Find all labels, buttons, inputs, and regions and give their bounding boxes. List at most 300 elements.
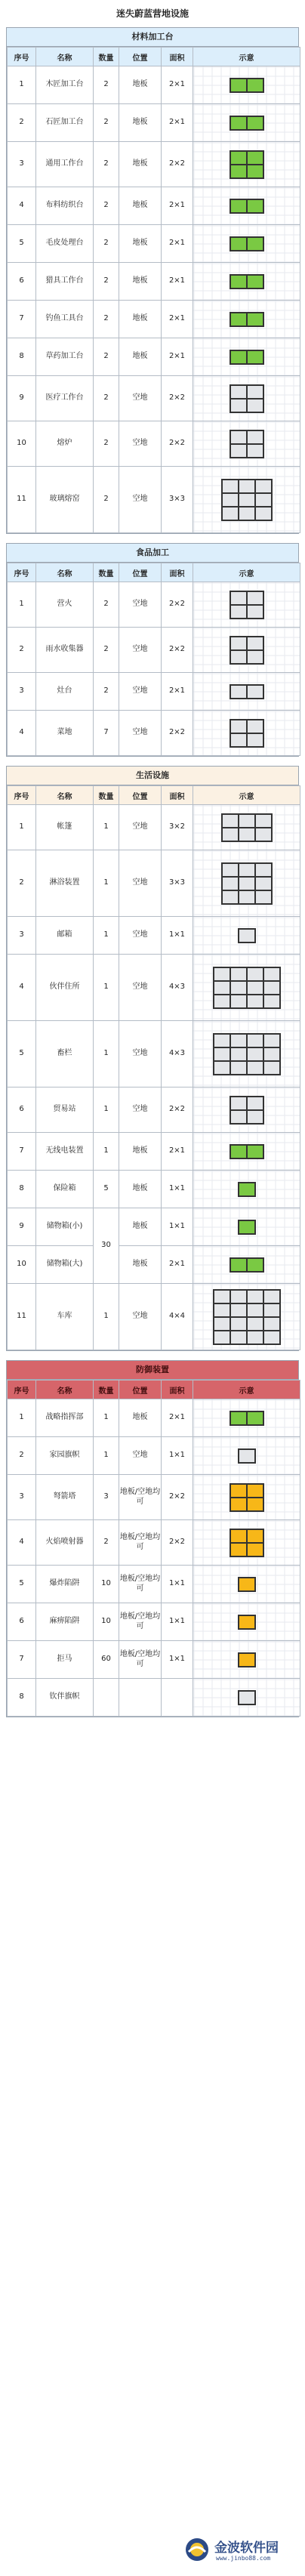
footprint-cell	[239, 1616, 254, 1628]
cell-qty	[94, 1679, 119, 1717]
footprint-diagram	[238, 1220, 256, 1235]
footprint-diagram	[230, 384, 264, 413]
cell-name: 伙伴住所	[36, 955, 94, 1021]
cell-loc: 空地	[119, 467, 162, 533]
table-row	[8, 628, 300, 673]
cell-name: 雨水收集器	[36, 628, 94, 673]
cell-name: 麻痹陷阱	[36, 1603, 94, 1641]
cell-name: 淋浴装置	[36, 850, 94, 917]
cell-area: 2×1	[162, 338, 193, 376]
cell-name: 木匠加工台	[36, 66, 94, 104]
cell-diagram	[193, 1603, 300, 1641]
footprint-cell	[264, 1291, 279, 1303]
cell-no: 2	[8, 850, 36, 917]
table-row	[8, 1437, 300, 1475]
header-row	[8, 48, 300, 66]
footprint-cell	[239, 930, 254, 942]
cell-loc: 地板	[119, 1246, 162, 1284]
cell-name: 玻璃熔窑	[36, 467, 94, 533]
watermark-text: 金波软件园	[214, 2541, 279, 2556]
table-row	[8, 1246, 300, 1284]
cell-loc: 地板	[119, 66, 162, 104]
cell-qty: 10	[94, 1603, 119, 1641]
cell-qty: 1	[94, 955, 119, 1021]
footprint-cell	[248, 351, 263, 363]
cell-qty: 2	[94, 1520, 119, 1566]
cell-area: 2×2	[162, 1087, 193, 1133]
cell-name: 熔炉	[36, 421, 94, 467]
footprint-cell	[231, 351, 246, 363]
cell-no: 3	[8, 917, 36, 955]
table-row	[8, 142, 300, 187]
cell-loc: 地板	[119, 301, 162, 338]
footprint-cell	[214, 1318, 230, 1330]
cell-area: 1×1	[162, 1641, 193, 1679]
footprint-cell	[239, 480, 254, 492]
cell-area: 2×2	[162, 628, 193, 673]
footprint-cell	[231, 313, 246, 325]
footprint-cell	[214, 1304, 230, 1316]
footprint-cell	[248, 1318, 263, 1330]
facility-table	[7, 1380, 300, 1717]
cell-no: 8	[8, 1679, 36, 1717]
cell-area: 1×1	[162, 1437, 193, 1475]
cell-loc: 空地	[119, 1021, 162, 1087]
cell-area: 3×3	[162, 467, 193, 533]
cell-qty: 1	[94, 1437, 119, 1475]
cell-loc	[119, 1679, 162, 1717]
footprint-cell	[223, 891, 238, 903]
cell-no: 3	[8, 1475, 36, 1520]
table-row	[8, 1021, 300, 1087]
footprint-cell	[214, 1291, 230, 1303]
header-row	[8, 1381, 300, 1399]
cell-qty: 1	[94, 1133, 119, 1171]
footprint-cell	[231, 592, 246, 604]
cell-no: 3	[8, 142, 36, 187]
footprint-cell	[264, 1318, 279, 1330]
cell-diagram	[193, 1399, 300, 1437]
footprint-diagram	[230, 312, 264, 327]
cell-no: 11	[8, 1284, 36, 1350]
column-header-loc: 位置	[119, 48, 162, 66]
table-row	[8, 467, 300, 533]
cell-loc: 地板	[119, 1399, 162, 1437]
footprint-cell	[223, 828, 238, 841]
cell-diagram	[193, 1284, 300, 1350]
section-title: 食品加工	[7, 544, 298, 563]
footprint-cell	[239, 1578, 254, 1590]
footprint-diagram	[238, 928, 256, 943]
cell-area: 2×2	[162, 421, 193, 467]
cell-name: 家园旗帜	[36, 1437, 94, 1475]
cell-name: 草药加工台	[36, 338, 94, 376]
footprint-cell	[256, 815, 271, 827]
table-row	[8, 1171, 300, 1208]
column-header-qty: 数量	[94, 563, 119, 582]
footprint-diagram	[238, 1615, 256, 1630]
footprint-cell	[239, 1183, 254, 1195]
cell-area	[162, 1679, 193, 1717]
footprint-cell	[248, 1146, 263, 1158]
table-row	[8, 1087, 300, 1133]
column-header-qty: 数量	[94, 48, 119, 66]
page	[6, 0, 299, 1726]
cell-no: 4	[8, 711, 36, 756]
column-header-ex: 示意	[193, 48, 300, 66]
column-header-ex: 示意	[193, 563, 300, 582]
footprint-cell	[231, 968, 246, 980]
cell-no: 7	[8, 1133, 36, 1171]
cell-name: 钦伴旗帜	[36, 1679, 94, 1717]
cell-diagram	[193, 263, 300, 301]
table-row	[8, 1641, 300, 1679]
cell-diagram	[193, 582, 300, 628]
footprint-diagram	[213, 967, 281, 1009]
cell-no: 5	[8, 225, 36, 263]
cell-area: 2×2	[162, 142, 193, 187]
cell-diagram	[193, 187, 300, 225]
cell-no: 2	[8, 628, 36, 673]
cell-loc: 地板	[119, 142, 162, 187]
footprint-cell	[248, 117, 263, 129]
table-row	[8, 1520, 300, 1566]
footprint-cell	[264, 982, 279, 994]
cell-qty: 2	[94, 225, 119, 263]
footprint-cell	[248, 313, 263, 325]
table-row	[8, 1133, 300, 1171]
footprint-cell	[239, 878, 254, 890]
cell-area: 2×1	[162, 1133, 193, 1171]
column-header-qty: 数量	[94, 786, 119, 805]
table-row	[8, 917, 300, 955]
header-row	[8, 786, 300, 805]
section-1	[6, 543, 299, 757]
cell-loc: 空地	[119, 1437, 162, 1475]
cell-loc: 空地	[119, 628, 162, 673]
sheet-title: 迷失蔚蓝营地设施	[116, 8, 189, 19]
footprint-cell	[239, 891, 254, 903]
footprint-cell	[231, 1412, 246, 1424]
watermark-logo-icon	[184, 2537, 210, 2562]
footprint-cell	[231, 79, 246, 91]
footprint-cell	[214, 1062, 230, 1074]
cell-name: 猎具工作台	[36, 263, 94, 301]
cell-name: 医疗工作台	[36, 376, 94, 421]
cell-no: 2	[8, 104, 36, 142]
section-0	[6, 27, 299, 534]
footprint-cell	[239, 507, 254, 520]
footprint-cell	[231, 200, 246, 212]
cell-no: 5	[8, 1021, 36, 1087]
footprint-cell	[231, 1304, 246, 1316]
footprint-cell	[256, 828, 271, 841]
footprint-diagram	[230, 1257, 264, 1273]
cell-area: 4×3	[162, 955, 193, 1021]
cell-area: 2×2	[162, 1520, 193, 1566]
footprint-cell	[248, 637, 263, 649]
cell-name: 车库	[36, 1284, 94, 1350]
cell-diagram	[193, 805, 300, 850]
footprint-cell	[231, 400, 246, 412]
footprint-cell	[231, 1291, 246, 1303]
column-header-name: 名称	[36, 1381, 94, 1399]
footprint-cell	[231, 1485, 246, 1497]
footprint-cell	[248, 651, 263, 663]
cell-name: 帐篷	[36, 805, 94, 850]
cell-diagram	[193, 1475, 300, 1520]
footprint-cell	[248, 734, 263, 746]
cell-diagram	[193, 673, 300, 711]
cell-diagram	[193, 225, 300, 263]
table-row	[8, 338, 300, 376]
cell-name: 菜地	[36, 711, 94, 756]
footprint-cell	[231, 720, 246, 733]
column-header-no: 序号	[8, 786, 36, 805]
footprint-diagram	[238, 1652, 256, 1667]
footprint-cell	[239, 1654, 254, 1666]
facility-table	[7, 563, 300, 756]
footprint-cell	[248, 431, 263, 443]
footprint-cell	[239, 815, 254, 827]
footprint-cell	[248, 686, 263, 698]
footprint-cell	[248, 200, 263, 212]
footprint-cell	[231, 1498, 246, 1510]
cell-no: 7	[8, 301, 36, 338]
cell-no: 9	[8, 1208, 36, 1246]
footprint-cell	[248, 1412, 263, 1424]
table-row	[8, 1475, 300, 1520]
cell-diagram	[193, 142, 300, 187]
cell-qty: 2	[94, 628, 119, 673]
footprint-cell	[248, 1331, 263, 1344]
cell-diagram	[193, 711, 300, 756]
footprint-cell	[264, 1048, 279, 1060]
footprint-cell	[248, 1304, 263, 1316]
cell-diagram	[193, 421, 300, 467]
cell-no: 1	[8, 805, 36, 850]
cell-loc: 空地	[119, 711, 162, 756]
footprint-cell	[231, 1146, 246, 1158]
cell-diagram	[193, 66, 300, 104]
cell-loc: 地板/空地均可	[119, 1475, 162, 1520]
footprint-cell	[231, 686, 246, 698]
watermark-url: www.jinbo88.com	[216, 2555, 271, 2562]
column-header-area: 面积	[162, 786, 193, 805]
footprint-cell	[231, 651, 246, 663]
table-row	[8, 1679, 300, 1717]
cell-qty: 5	[94, 1171, 119, 1208]
footprint-diagram	[230, 150, 264, 179]
cell-diagram	[193, 1246, 300, 1284]
cell-loc: 地板/空地均可	[119, 1566, 162, 1603]
cell-area: 4×3	[162, 1021, 193, 1087]
cell-loc: 空地	[119, 376, 162, 421]
cell-loc: 地板	[119, 104, 162, 142]
footprint-cell	[256, 507, 271, 520]
cell-diagram	[193, 1208, 300, 1246]
cell-no: 8	[8, 338, 36, 376]
footprint-cell	[231, 1035, 246, 1047]
footprint-cell	[248, 1498, 263, 1510]
cell-diagram	[193, 1566, 300, 1603]
sections-container	[6, 27, 299, 1717]
footprint-cell	[214, 1331, 230, 1344]
footprint-cell	[248, 592, 263, 604]
footprint-cell	[231, 152, 246, 164]
footprint-diagram	[230, 1411, 264, 1426]
cell-area: 2×2	[162, 376, 193, 421]
footprint-cell	[248, 276, 263, 288]
cell-no: 5	[8, 1566, 36, 1603]
cell-qty: 2	[94, 673, 119, 711]
cell-area: 2×2	[162, 711, 193, 756]
footprint-cell	[231, 1331, 246, 1344]
table-row	[8, 301, 300, 338]
cell-loc: 地板	[119, 1171, 162, 1208]
cell-loc: 地板/空地均可	[119, 1603, 162, 1641]
footprint-diagram	[230, 78, 264, 93]
footprint-cell	[248, 1097, 263, 1109]
footprint-cell	[256, 878, 271, 890]
footprint-cell	[231, 995, 246, 1007]
cell-name: 钓鱼工具台	[36, 301, 94, 338]
cell-qty: 3	[94, 1475, 119, 1520]
cell-diagram	[193, 628, 300, 673]
column-header-area: 面积	[162, 1381, 193, 1399]
column-header-no: 序号	[8, 48, 36, 66]
cell-name: 保险箱	[36, 1171, 94, 1208]
column-header-name: 名称	[36, 563, 94, 582]
cell-diagram	[193, 850, 300, 917]
cell-area: 2×1	[162, 104, 193, 142]
footprint-cell	[231, 1259, 246, 1271]
footprint-cell	[214, 995, 230, 1007]
facility-table	[7, 785, 300, 1350]
cell-loc: 空地	[119, 1087, 162, 1133]
cell-diagram	[193, 917, 300, 955]
footprint-diagram	[238, 1577, 256, 1592]
footprint-cell	[248, 1485, 263, 1497]
table-row	[8, 1208, 300, 1246]
section-3	[6, 1360, 299, 1717]
cell-no: 7	[8, 1641, 36, 1679]
cell-name: 无线电装置	[36, 1133, 94, 1171]
footprint-cell	[223, 507, 238, 520]
table-row	[8, 376, 300, 421]
cell-diagram	[193, 1133, 300, 1171]
footprint-cell	[264, 1035, 279, 1047]
cell-diagram	[193, 104, 300, 142]
footprint-diagram	[230, 430, 264, 458]
cell-diagram	[193, 338, 300, 376]
cell-area: 2×1	[162, 66, 193, 104]
footprint-cell	[231, 276, 246, 288]
footprint-diagram	[213, 1033, 281, 1075]
footprint-cell	[231, 1062, 246, 1074]
footprint-cell	[248, 720, 263, 733]
footprint-cell	[231, 165, 246, 177]
footprint-diagram	[230, 1483, 264, 1512]
footprint-diagram	[230, 1096, 264, 1124]
cell-name: 弩箭塔	[36, 1475, 94, 1520]
footprint-cell	[248, 152, 263, 164]
cell-no: 2	[8, 1437, 36, 1475]
table-row	[8, 1603, 300, 1641]
footprint-diagram	[221, 813, 273, 842]
footprint-cell	[239, 1692, 254, 1704]
cell-name: 通用工作台	[36, 142, 94, 187]
cell-area: 2×1	[162, 673, 193, 711]
cell-no: 1	[8, 582, 36, 628]
footprint-cell	[223, 864, 238, 876]
cell-name: 邮箱	[36, 917, 94, 955]
footprint-diagram	[230, 236, 264, 251]
cell-loc: 地板/空地均可	[119, 1641, 162, 1679]
cell-qty: 1	[94, 1087, 119, 1133]
cell-loc: 地板	[119, 1208, 162, 1246]
footprint-diagram	[230, 116, 264, 131]
footprint-cell	[239, 1221, 254, 1233]
cell-area: 2×1	[162, 187, 193, 225]
footprint-cell	[248, 1048, 263, 1060]
cell-no: 1	[8, 1399, 36, 1437]
footprint-cell	[256, 480, 271, 492]
cell-no: 6	[8, 1603, 36, 1641]
footprint-cell	[248, 968, 263, 980]
cell-qty: 7	[94, 711, 119, 756]
table-row	[8, 955, 300, 1021]
table-row	[8, 1566, 300, 1603]
cell-diagram	[193, 301, 300, 338]
cell-loc: 空地	[119, 673, 162, 711]
cell-name: 火焰喷射器	[36, 1520, 94, 1566]
footprint-cell	[248, 1259, 263, 1271]
footprint-cell	[239, 1450, 254, 1462]
footprint-diagram	[230, 199, 264, 214]
cell-no: 4	[8, 187, 36, 225]
footprint-cell	[223, 494, 238, 506]
footprint-cell	[248, 79, 263, 91]
table-row	[8, 187, 300, 225]
cell-area: 2×1	[162, 263, 193, 301]
footprint-cell	[214, 968, 230, 980]
cell-no: 9	[8, 376, 36, 421]
footprint-diagram	[230, 1144, 264, 1159]
cell-area: 4×4	[162, 1284, 193, 1350]
cell-loc: 空地	[119, 582, 162, 628]
cell-loc: 空地	[119, 917, 162, 955]
table-row	[8, 850, 300, 917]
table-row	[8, 104, 300, 142]
table-row	[8, 1399, 300, 1437]
cell-loc: 空地	[119, 955, 162, 1021]
footprint-cell	[248, 606, 263, 618]
cell-loc: 地板/空地均可	[119, 1520, 162, 1566]
footprint-cell	[231, 637, 246, 649]
cell-qty: 10	[94, 1566, 119, 1603]
cell-no: 1	[8, 66, 36, 104]
footprint-cell	[248, 445, 263, 457]
column-header-no: 序号	[8, 563, 36, 582]
column-header-no: 序号	[8, 1381, 36, 1399]
section-title: 防御装置	[7, 1361, 298, 1380]
table-row	[8, 673, 300, 711]
cell-area: 1×1	[162, 1566, 193, 1603]
column-header-ex: 示意	[193, 786, 300, 805]
footprint-cell	[248, 982, 263, 994]
cell-no: 4	[8, 955, 36, 1021]
